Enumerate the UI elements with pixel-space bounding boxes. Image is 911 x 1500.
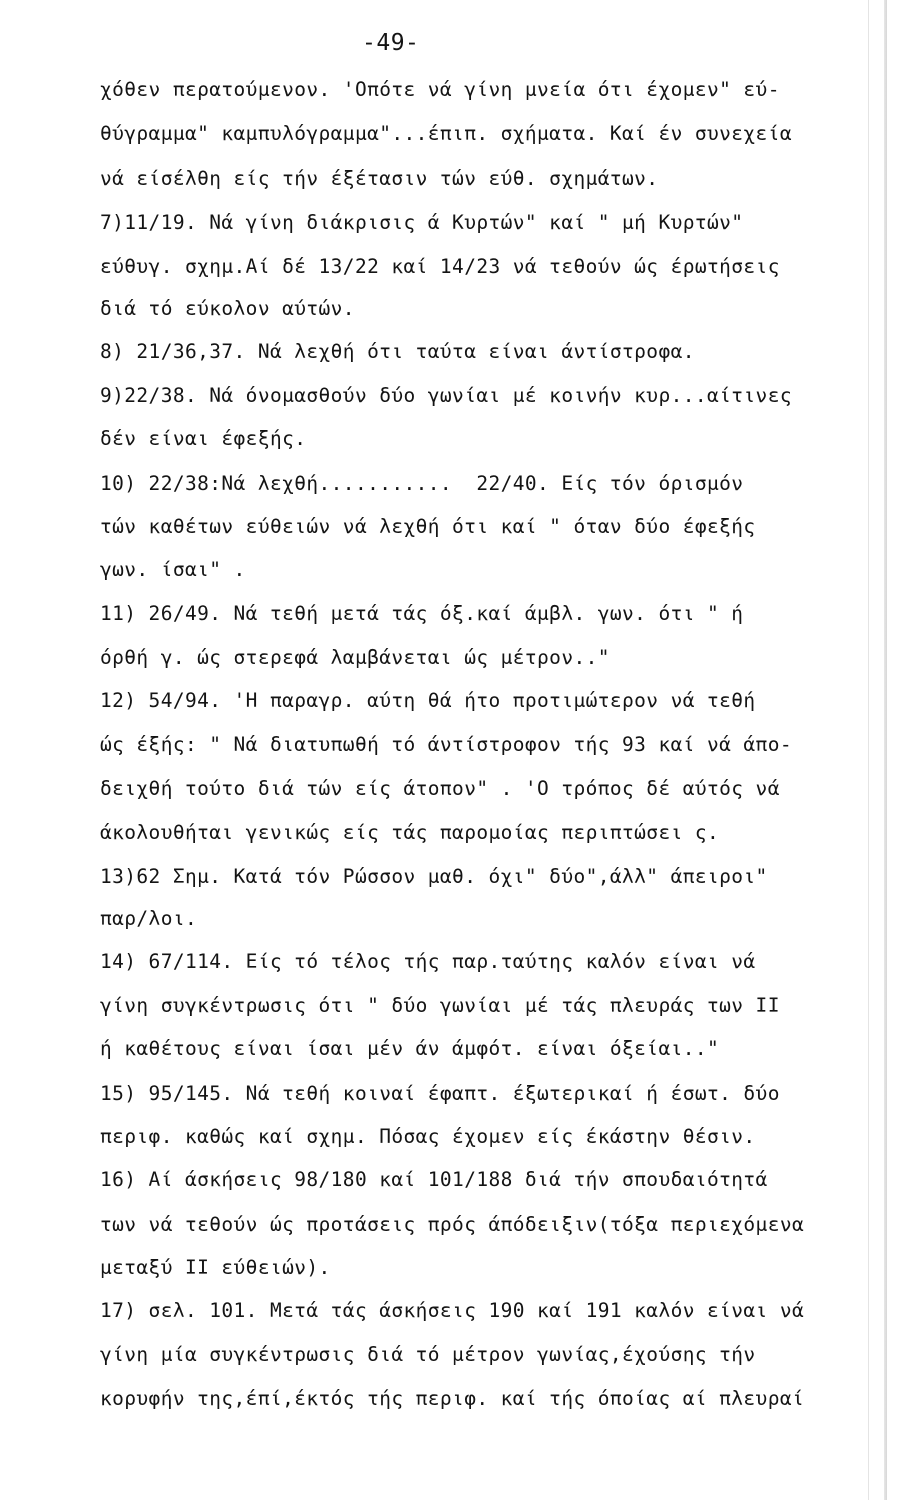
text-line: 8) 21/36,37. Νά λεχθή ότι ταύτα είναι άντίστροφα. [100, 340, 695, 363]
text-line: δειχθή τούτο διά τών είς άτοπον" . 'Ο τρόπος δέ αύτός νά [100, 777, 780, 800]
text-line: 14) 67/114. Είς τό τέλος τής παρ.ταύτης καλόν είναι νά [100, 950, 756, 973]
text-line: διά τό εύκολον αύτών. [100, 297, 355, 320]
text-line: ή καθέτους είναι ίσαι μέν άν άμφότ. είναι όξείαι.." [100, 1037, 720, 1060]
text-line: γίνη μία συγκέντρωσις διά τό μέτρον γωνίας,έχούσης τήν [100, 1343, 756, 1366]
text-line: γων. ίσαι" . [100, 558, 246, 581]
text-line: τών καθέτων εύθειών νά λεχθή ότι καί " όταν δύο έφεξής [100, 515, 756, 538]
text-line: νά είσέλθη είς τήν έξέτασιν τών εύθ. σχημάτων. [100, 167, 659, 190]
text-line: 13)62 Σημ. Κατά τόν Ρώσσον μαθ. όχι" δύο",άλλ" άπειροι" [100, 865, 768, 888]
text-line: 17) σελ. 101. Μετά τάς άσκήσεις 190 καί 191 καλόν είναι νά [100, 1299, 805, 1322]
text-line: κορυφήν της,έπί,έκτός τής περιφ. καί τής όποίας αί πλευραί [100, 1387, 805, 1410]
text-line: 7)11/19. Νά γίνη διάκρισις ά Κυρτών" καί " μή Κυρτών" [100, 211, 744, 234]
text-line: 15) 95/145. Νά τεθή κοιναί έφαπτ. έξωτερικαί ή έσωτ. δύο [100, 1082, 780, 1105]
text-line: θύγραμμα" καμπυλόγραμμα"...έπιπ. σχήματα. Καί έν συνεχεία [100, 122, 792, 145]
text-line: 12) 54/94. 'Η παραγρ. αύτη θά ήτο προτιμώτερον νά τεθή [100, 689, 756, 712]
text-line: άκολουθήται γενικώς είς τάς παρομοίας περιπτώσει ς. [100, 821, 720, 844]
text-line: ώς έξής: " Νά διατυπωθή τό άντίστροφον τής 93 καί νά άπο- [100, 733, 792, 756]
text-line: περιφ. καθώς καί σχημ. Πόσας έχομεν είς έκάστην θέσιν. [100, 1125, 756, 1148]
text-line: γίνη συγκέντρωσις ότι " δύο γωνίαι μέ τάς πλευράς των ΙΙ [100, 994, 780, 1017]
text-line: 11) 26/49. Νά τεθή μετά τάς όξ.καί άμβλ. γων. ότι " ή [100, 602, 744, 625]
text-line: 16) Αί άσκήσεις 98/180 καί 101/188 διά τήν σπουδαιότητά [100, 1168, 768, 1191]
text-line: των νά τεθούν ώς προτάσεις πρός άπόδειξιν(τόξα περιεχόμενα [100, 1213, 805, 1236]
text-line: 9)22/38. Νά όνομασθούν δύο γωνίαι μέ κοινήν κυρ...αίτινες [100, 384, 792, 407]
text-line: παρ/λοι. [100, 907, 198, 930]
text-line: χόθεν περατούμενον. 'Οπότε νά γίνη μνεία ότι έχομεν" εύ- [100, 78, 780, 101]
text-line: δέν είναι έφεξής. [100, 427, 307, 450]
text-line: όρθή γ. ώς στερεφά λαμβάνεται ώς μέτρον.." [100, 646, 610, 669]
text-line: εύθυγ. σχημ.Αί δέ 13/22 καί 14/23 νά τεθούν ώς έρωτήσεις [100, 255, 780, 278]
page-number: -49- [362, 30, 420, 56]
text-line: μεταξύ ΙΙ εύθειών). [100, 1256, 331, 1279]
text-line: 10) 22/38:Νά λεχθή........... 22/40. Είς τόν όρισμόν [100, 472, 744, 495]
